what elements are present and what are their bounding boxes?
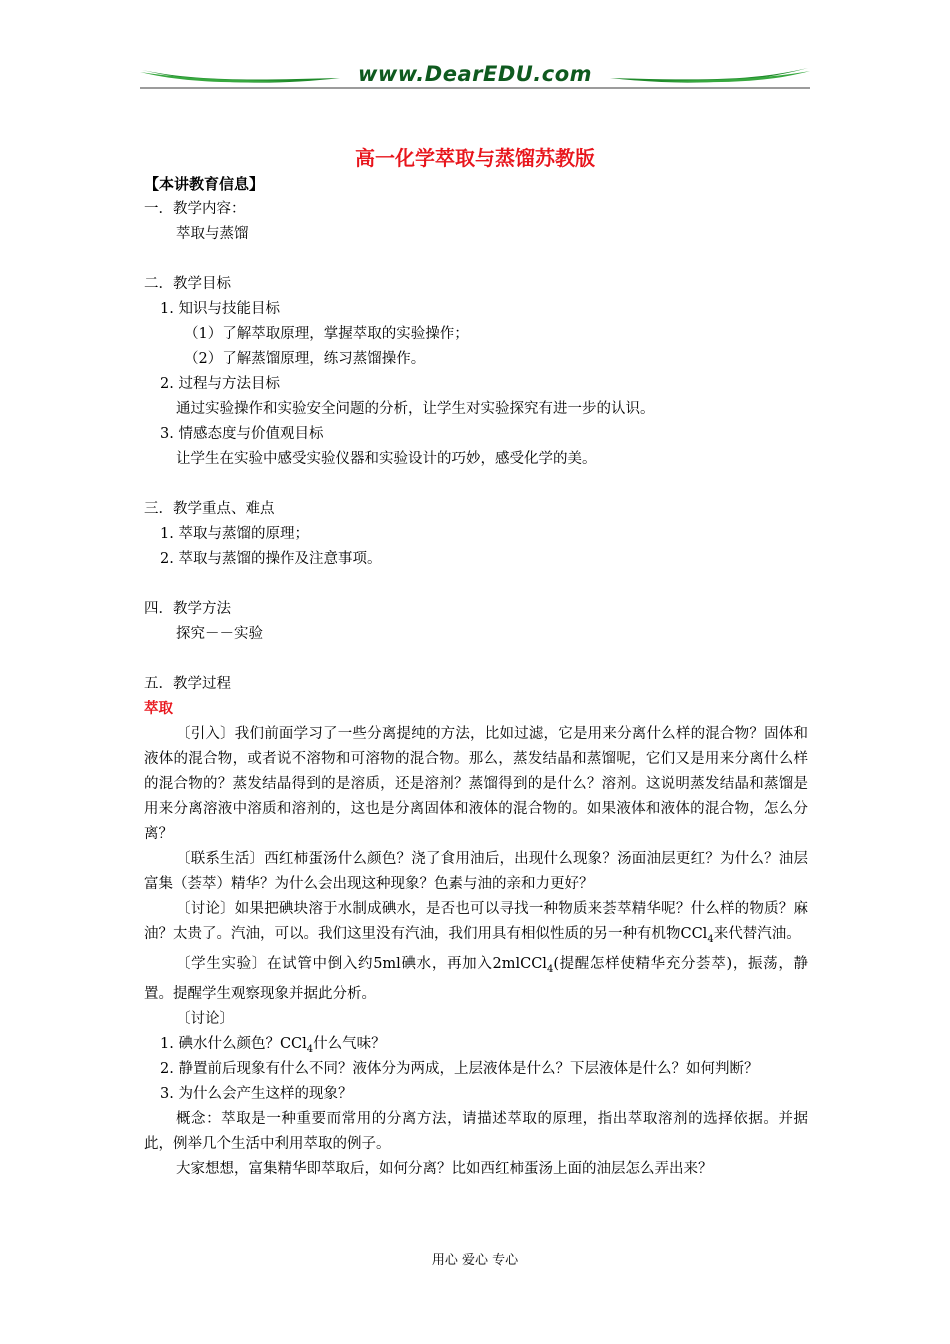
document-title: 高一化学萃取与蒸馏苏教版 (355, 146, 595, 170)
subsection-extraction: 萃取 (144, 701, 173, 717)
section-1-heading: 一．教学内容： (144, 201, 246, 217)
section-1-text: 萃取与蒸馏 (176, 226, 249, 242)
goal-3a: 让学生在实验中感受实验仪器和实验设计的巧妙，感受化学的美。 (176, 451, 597, 467)
experiment-text-a: 〔学生实验〕在试管中倒入约5ml碘水，再加入2mlCCl (176, 955, 547, 972)
question-2: 2. 静置前后现象有什么不同？液体分为两成，上层液体是什么？下层液体是什么？如何判断？ (160, 1060, 759, 1077)
goal-2a: 通过实验操作和实验安全问题的分析，让学生对实验探究有进一步的认识。 (176, 401, 655, 417)
paragraph-experiment (144, 952, 808, 1007)
key-point-2: 2. 萃取与蒸馏的操作及注意事项。 (160, 551, 382, 567)
goal-1: 1. 知识与技能目标 (160, 301, 280, 317)
section-2-heading: 二．教学目标 (144, 276, 231, 292)
discussion-label: 〔讨论〕 (176, 1010, 234, 1027)
paragraph-life: 〔联系生活〕西红柿蛋汤什么颜色？浇了食用油后，出现什么现象？汤面油层更红？为什么？油层富集（荟萃）精华？为什么会出现这种现象？色素与油的亲和力更好？ (144, 851, 808, 892)
page-footer: 用心 爱心 专心 (431, 1253, 519, 1268)
site-header-banner (140, 60, 810, 100)
question-1-a: 1. 碘水什么颜色？CCl (160, 1035, 307, 1052)
discussion-text-b: 来代替汽油。 (713, 926, 801, 942)
goal-3: 3. 情感态度与价值观目标 (160, 426, 324, 442)
paragraph-concept: 概念：萃取是一种重要而常用的分离方法，请描述萃取的原理，指出萃取溶剂的选择依据。并据此，例举几个生活中利用萃取的例子。 (144, 1110, 808, 1152)
section-4-text: 探究－－实验 (176, 626, 263, 642)
subscript-4: 4 (306, 1043, 314, 1055)
paragraph-discussion (144, 897, 808, 952)
paragraph-question: 大家想想，富集精华即萃取后，如何分离？比如西红柿蛋汤上面的油层怎么弄出来？ (176, 1160, 713, 1177)
experiment-text-b: (提醒怎样使精华充分荟萃)，振荡，静置。提醒学生观察现象并据此分析。 (144, 955, 808, 1002)
goal-1a: （1）了解萃取原理，掌握萃取的实验操作； (184, 326, 469, 342)
section-4-heading: 四．教学方法 (144, 601, 231, 617)
question-1-b: 什么气味？ (313, 1035, 386, 1052)
goal-1b: （2）了解蒸馏原理，练习蒸馏操作。 (184, 351, 426, 367)
section-3-heading: 三．教学重点、难点 (144, 501, 275, 517)
info-heading: 【本讲教育信息】 (144, 175, 265, 193)
goal-2: 2. 过程与方法目标 (160, 376, 280, 392)
question-3: 3. 为什么会产生这样的现象？ (160, 1085, 353, 1102)
question-1 (144, 1032, 808, 1057)
subscript-4: 4 (707, 933, 714, 945)
paragraph-intro: 〔引入〕我们前面学习了一些分离提纯的方法，比如过滤，它是用来分离什么样的混合物？固体和液体的混合物，或者说不溶物和可溶物的混合物。那么，蒸发结晶和蒸馏呢，它们又是用来分离什么样的混合物的？蒸发结晶得到的是溶质，还是溶剂？蒸馏得到的是什么？溶剂。这说明蒸发结晶和蒸馏是用来分离溶液中溶质和溶剂的，这也是分离固体和液体的混合物的。如果液体和液体的混合物，怎么分离？ (144, 726, 808, 842)
subscript-4: 4 (546, 963, 554, 975)
key-point-1: 1. 萃取与蒸馏的原理； (160, 526, 309, 542)
section-5-heading: 五．教学过程 (144, 676, 231, 692)
discussion-text-a: 〔讨论〕如果把碘块溶于水制成碘水，是否也可以寻找一种物质来荟萃精华呢？什么样的物质？麻油？太贵了。汽油，可以。我们这里没有汽油，我们用具有相似性质的另一种有机物CCl (144, 901, 808, 942)
site-logo-text: www.DearEDU.com (357, 62, 593, 86)
document-body (144, 172, 808, 1182)
